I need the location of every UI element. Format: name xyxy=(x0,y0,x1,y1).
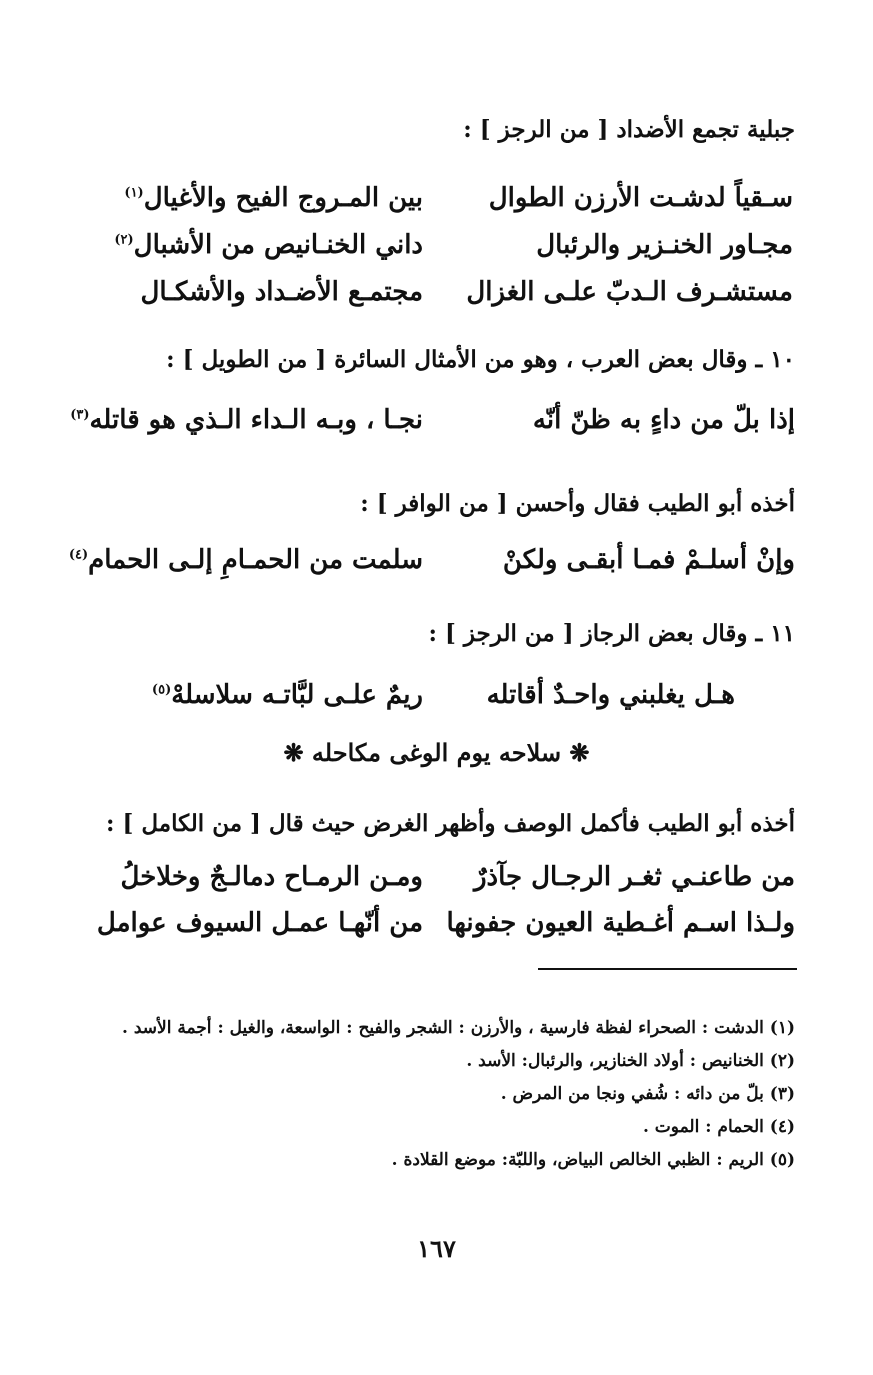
star-ornament: ❋ xyxy=(283,738,304,767)
page-number: ١٦٧ xyxy=(417,1234,456,1263)
verse-10-second-hemistich: نجـا ، وبـه الـداء الـذي هو قاتله$^{(٣)}$ xyxy=(70,405,423,435)
footnote-1: (١) الدشت : الصحراء لفظة فارسية ، والأرزن : الشجر والفيح : الواسعة، والغيل : أجمة الأسد . xyxy=(122,1018,795,1038)
footnote-marker: (٤) xyxy=(68,547,89,563)
verse-3-first-hemistich: مستشـرف الـدبّ علـى الغزال xyxy=(466,277,793,307)
abu-tayyib-intro-2: أخذه أبو الطيب فأكمل الوصف وأظهر الغرض حيث قال [ من الكامل ] : xyxy=(105,810,795,837)
abu-tayyib-intro-1: أخذه أبو الطيب فقال وأحسن [ من الوافر ] : xyxy=(360,490,795,517)
verse-abu1-first-hemistich: وإنْ أسلـمْ فمـا أبقـى ولكنْ xyxy=(502,545,795,575)
star-ornament: ❋ xyxy=(569,738,590,767)
verse-2-first-hemistich: مجـاور الخنـزير والرئبال xyxy=(536,230,793,260)
intro-line: جبلية تجمع الأضداد [ من الرجز ] : xyxy=(463,116,795,143)
centered-hemistich: ❋ سلاحه يوم الوغى مكاحله ❋ xyxy=(283,738,590,767)
footnote-marker: (٥) xyxy=(151,682,172,698)
verse-11-second-hemistich: ريمٌ علـى لبَّاتـه سلاسلهْ$^{(٥)}$ xyxy=(151,680,423,710)
verse-1-second-hemistich: بين المـروج الفيح والأغيال$^{(١)}$ xyxy=(124,183,423,213)
verse-1-first-hemistich: سـقياً لدشـت الأرزن الطوال xyxy=(488,183,793,213)
footnote-3: (٣) بلّ من دائه : شُفي ونجا من المرض . xyxy=(500,1084,795,1104)
section-11-heading: ١١ ـ وقال بعض الرجاز [ من الرجز ] : xyxy=(428,620,795,647)
verse-10-first-hemistich: إذا بلّ من داءٍ به ظنّ أنّه xyxy=(532,405,795,435)
verse-2-second-hemistich: داني الخنـانيص من الأشبال$^{(٢)}$ xyxy=(114,230,423,260)
footnote-separator xyxy=(538,968,797,970)
section-10-heading: ١٠ ـ وقال بعض العرب ، وهو من الأمثال السائرة [ من الطويل ] : xyxy=(166,346,795,373)
footnote-2: (٢) الخنانيص : أولاد الخنازير، والرئبال: الأسد . xyxy=(466,1051,795,1071)
verse-11-first-hemistich: هـل يغلبني واحـدٌ أقاتله xyxy=(486,680,735,710)
footnote-5: (٥) الريم : الظبي الخالص البياض، واللبّة: موضع القلادة . xyxy=(391,1150,795,1170)
footnote-4: (٤) الحمام : الموت . xyxy=(642,1117,795,1137)
verse-abu2-1-second-hemistich: ومـن الرمـاح دمالـجٌ وخلاخلُ xyxy=(120,862,423,892)
footnote-marker: (٢) xyxy=(114,232,134,248)
verse-abu1-second-hemistich: سلمت من الحمـامِ إلـى الحمام$^{(٤)}$ xyxy=(68,545,423,575)
verse-abu2-2-first-hemistich: ولـذا اسـم أغـطية العيون جفونها xyxy=(446,908,795,938)
footnote-marker: (٣) xyxy=(70,407,90,423)
footnote-marker: (١) xyxy=(124,185,144,201)
verse-3-second-hemistich: مجتمـع الأضـداد والأشكـال xyxy=(140,277,423,307)
verse-abu2-1-first-hemistich: من طاعنـي ثغـر الرجـال جآذرٌ xyxy=(473,862,795,892)
verse-abu2-2-second-hemistich: من أنّهـا عمـل السيوف عوامل xyxy=(96,908,423,938)
